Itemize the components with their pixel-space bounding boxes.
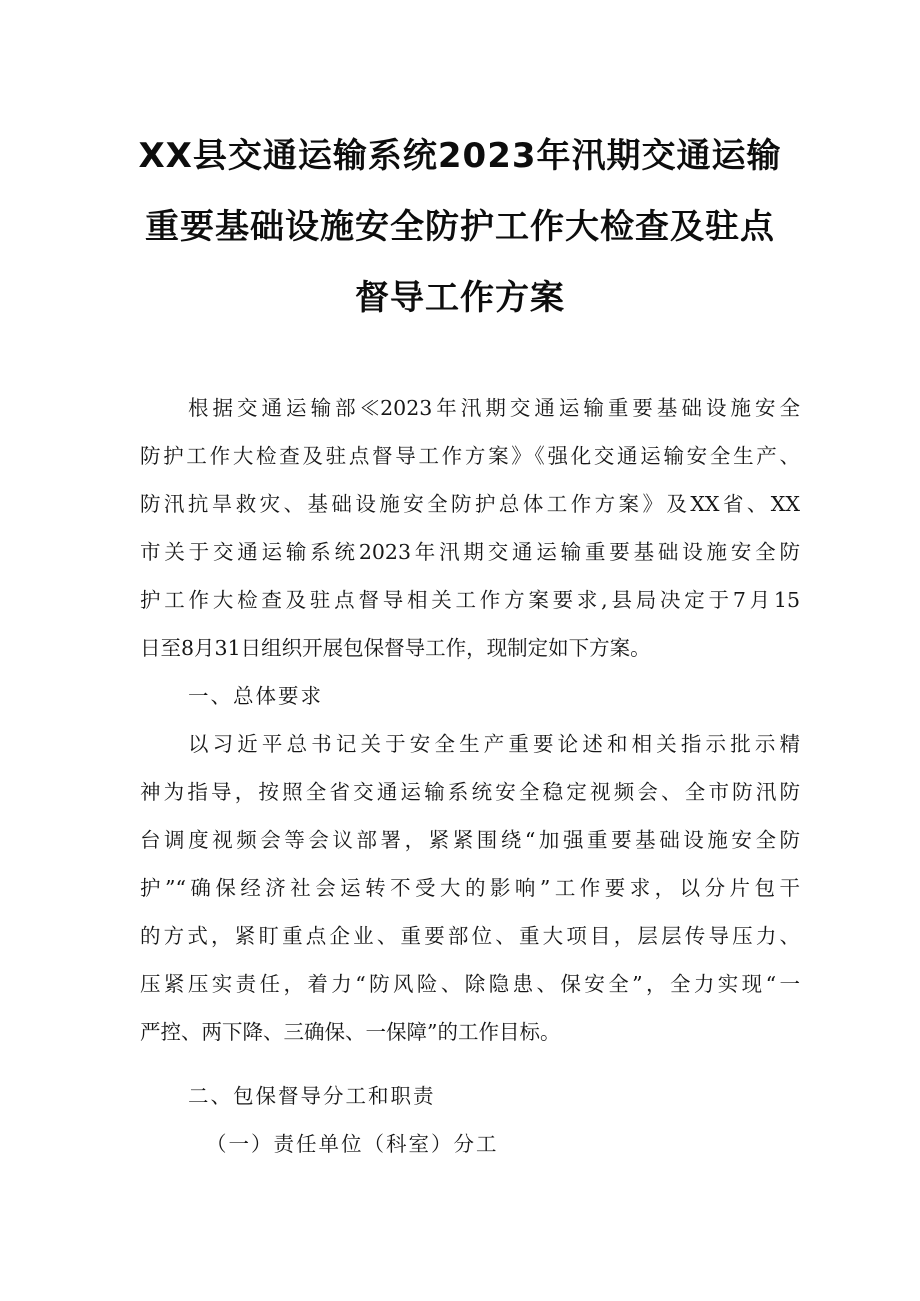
intro-line-4: 市关于交通运输系统2023年汛期交通运输重要基础设施安全防 <box>140 540 800 564</box>
section-1-line-7: 严控、两下降、三确保、一保障”的工作目标。 <box>140 1020 561 1044</box>
intro-line-2: 防护工作大检查及驻点督导工作方案》《强化交通运输安全生产、 <box>140 444 800 468</box>
section-1-line-2: 神为指导，按照全省交通运输系统安全稳定视频会、全市防汛防 <box>140 780 800 804</box>
section-1-line-1: 以习近平总书记关于安全生产重要论述和相关指示批示精 <box>188 732 800 756</box>
intro-line-3: 防汛抗旱救灾、基础设施安全防护总体工作方案》及XX省、XX <box>140 492 800 516</box>
intro-line-1: 根据交通运输部≪2023年汛期交通运输重要基础设施安全 <box>188 396 800 420</box>
section-1-line-3: 台调度视频会等会议部署，紧紧围绕“加强重要基础设施安全防 <box>140 828 800 852</box>
section-1-line-5: 的方式，紧盯重点企业、重要部位、重大项目，层层传导压力、 <box>140 924 800 948</box>
intro-line-5: 护工作大检查及驻点督导相关工作方案要求,县局决定于7月15 <box>140 588 800 612</box>
section-2-heading: 二、包保督导分工和职责 <box>188 1084 436 1108</box>
section-1-line-4: 护”“确保经济社会运转不受大的影响”工作要求，以分片包干 <box>140 876 800 900</box>
section-2-sub-heading: （一）责任单位（科室）分工 <box>206 1132 499 1156</box>
intro-line-6: 日至8月31日组织开展包保督导工作，现制定如下方案。 <box>140 636 651 660</box>
section-1-heading: 一、总体要求 <box>188 684 323 708</box>
title-line-2: 重要基础设施安全防护工作大检查及驻点 <box>145 207 775 247</box>
section-1-line-6: 压紧压实责任，着力“防风险、除隐患、保安全”，全力实现“一 <box>140 972 800 996</box>
title-line-1: XX县交通运输系统2023年汛期交通运输 <box>138 136 782 176</box>
title-line-3: 督导工作方案 <box>355 278 565 318</box>
